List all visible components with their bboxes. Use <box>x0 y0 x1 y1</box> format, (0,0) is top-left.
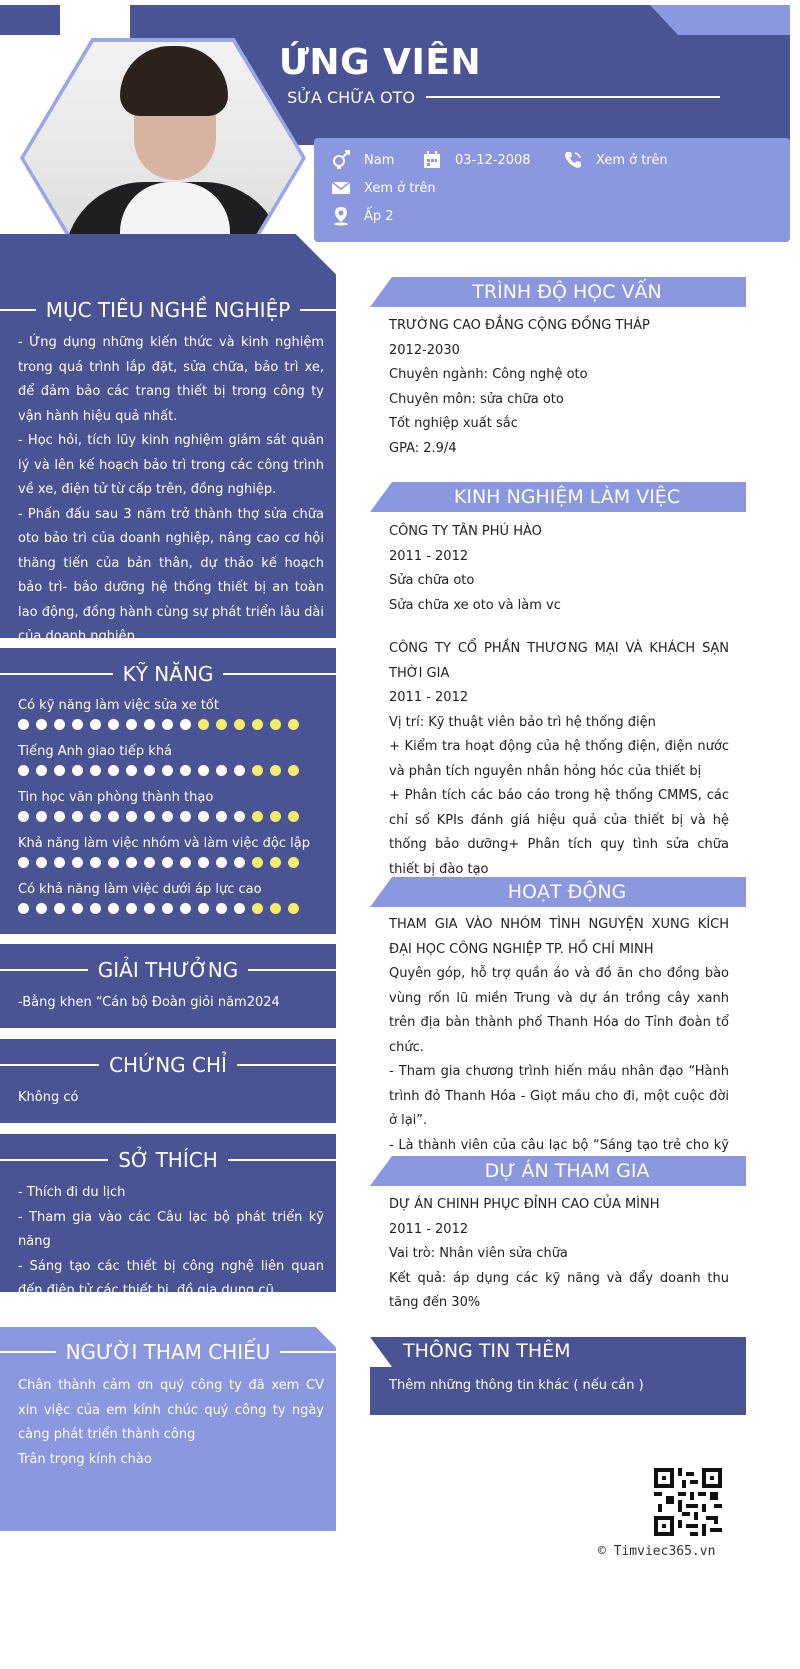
rating-dot-filled <box>18 903 29 914</box>
rating-dot-filled <box>126 765 137 776</box>
rating-dot-filled <box>108 765 119 776</box>
rating-dot-empty <box>270 811 281 822</box>
rating-dot-empty <box>252 903 263 914</box>
rating-dot-filled <box>36 811 47 822</box>
awards-heading: GIẢI THƯỞNG <box>0 956 336 984</box>
rating-dot-filled <box>180 719 191 730</box>
rating-dot-filled <box>90 719 101 730</box>
skill-label: Tiếng Anh giao tiếp khá <box>18 744 173 759</box>
rating-dot-filled <box>108 903 119 914</box>
rating-dot-filled <box>162 857 173 868</box>
rating-dot-filled <box>54 811 65 822</box>
contact-gender <box>330 149 394 171</box>
rating-dot-empty <box>270 765 281 776</box>
rating-dot-filled <box>234 903 245 914</box>
rating-dot-filled <box>234 765 245 776</box>
education-heading: TRÌNH ĐỘ HỌC VẤN <box>370 277 746 307</box>
skill-label: Có kỹ năng làm việc sửa xe tốt <box>18 698 219 713</box>
rating-dot-empty <box>234 719 245 730</box>
skill-rating <box>18 857 299 868</box>
rating-dot-filled <box>180 811 191 822</box>
rating-dot-empty <box>270 857 281 868</box>
rating-dot-empty <box>270 903 281 914</box>
hobbies-text: - Thích đi du lịch - Tham gia vào các Câu lạc bộ phát triển kỹ năng - Sáng tạo các thiết bị công nghệ liên quan đến điện tử các thiết bị, đồ gia dụng cũ <box>18 1185 324 1298</box>
rating-dot-filled <box>144 903 155 914</box>
rating-dot-filled <box>54 765 65 776</box>
rating-dot-filled <box>36 719 47 730</box>
rating-dot-filled <box>72 719 83 730</box>
rating-dot-filled <box>72 857 83 868</box>
candidate-name: ỨNG VIÊN <box>278 42 482 83</box>
rating-dot-filled <box>144 765 155 776</box>
school-name: TRƯỜNG CAO ĐẲNG CỘNG ĐỒNG THÁP <box>389 318 650 333</box>
activity-title: THAM GIA VÀO NHÓM TÌNH NGUYỆN XUNG KÍCH ĐẠI HỌC CÔNG NGHIỆP TP. HỒ CHÍ MINH <box>389 917 729 957</box>
rating-dot-filled <box>126 719 137 730</box>
copyright: © Timviec365.vn <box>598 1544 716 1559</box>
rating-dot-filled <box>54 719 65 730</box>
qr-code-icon <box>654 1468 722 1536</box>
rating-dot-filled <box>162 765 173 776</box>
rating-dot-filled <box>216 811 227 822</box>
contact-birthday <box>421 149 531 171</box>
references-heading: NGƯỜI THAM CHIẾU <box>0 1338 336 1366</box>
skill-rating <box>18 765 299 776</box>
skill-label: Tin học văn phòng thành thạo <box>18 790 214 805</box>
location-pin-icon <box>330 205 352 227</box>
hobbies-heading: SỞ THÍCH <box>0 1146 336 1174</box>
rating-dot-empty <box>252 857 263 868</box>
certificates-heading: CHỨNG CHỈ <box>0 1051 336 1079</box>
rating-dot-filled <box>54 903 65 914</box>
rating-dot-filled <box>180 765 191 776</box>
gender-icon <box>330 149 352 171</box>
experience-heading: KINH NGHIỆM LÀM VIỆC <box>370 482 746 512</box>
objective-heading: MỤC TIÊU NGHỀ NGHIỆP <box>0 296 336 324</box>
rating-dot-filled <box>198 811 209 822</box>
experience-job-2: CÔNG TY CỔ PHẦN THƯƠNG MẠI VÀ KHÁCH SẠN THỜI GIA 2011 - 2012 Vị trí: Kỹ thuật viên bảo trì hệ thống điện + Kiểm tra hoạt động của hệ thống điện, điện nước và phân tích nguyên nhân hỏng hóc của thiết bị + Phân tích các báo cáo trong hệ thống CMMS, các chỉ số KPIs đánh giá hiệu quả của thiết bị và hệ thống bảo dưỡng+ Phân tích quy tình sửa chữa thiết bị đào tạo <box>389 637 729 882</box>
activities-heading: HOẠT ĐỘNG <box>370 877 746 907</box>
gender-value: Nam <box>364 152 395 168</box>
more-info-heading: THÔNG TIN THÊM <box>403 1340 571 1362</box>
rating-dot-filled <box>198 903 209 914</box>
rating-dot-filled <box>162 811 173 822</box>
rating-dot-filled <box>234 857 245 868</box>
phone-icon <box>562 149 584 171</box>
contact-phone <box>562 149 668 171</box>
header-left-accent <box>0 5 60 35</box>
rating-dot-filled <box>90 903 101 914</box>
rating-dot-filled <box>90 811 101 822</box>
rating-dot-empty <box>288 857 299 868</box>
activities-content: THAM GIA VÀO NHÓM TÌNH NGUYỆN XUNG KÍCH ĐẠI HỌC CÔNG NGHIỆP TP. HỒ CHÍ MINH Quyên góp, hỗ trợ quần áo và đồ ăn cho đồng bào vùng rốn lũ miền Trung và dự án trồng cây xanh trên địa bàn thành phố Thanh Hóa do Tỉnh đoàn tổ chức. - Tham gia chương trình hiến máu nhân đạo “Hành trình đỏ Thanh Hóa - Giọt máu cho đi, một cuộc đời ở lại”. - Là thành viên của câu lạc bộ “Sáng tạo trẻ cho kỹ <box>389 913 729 1183</box>
rating-dot-filled <box>216 857 227 868</box>
rating-dot-filled <box>36 765 47 776</box>
references-text: Chân thành cảm ơn quý công ty đã xem CV xin việc của em kính chúc quý công ty ngày càng phát triển thành công Trân trọng kính chào <box>18 1378 324 1467</box>
contact-email <box>330 177 436 199</box>
rating-dot-filled <box>162 903 173 914</box>
rating-dot-empty <box>270 719 281 730</box>
rating-dot-empty <box>288 765 299 776</box>
rating-dot-filled <box>180 857 191 868</box>
rating-dot-filled <box>90 857 101 868</box>
rating-dot-empty <box>252 811 263 822</box>
education-content: TRƯỜNG CAO ĐẲNG CỘNG ĐỒNG THÁP 2012-2030 Chuyên ngành: Công nghệ oto Chuyên môn: sửa chữa oto Tốt nghiệp xuất sắc GPA: 2.9/4 <box>389 314 729 461</box>
rating-dot-filled <box>18 857 29 868</box>
rating-dot-filled <box>216 903 227 914</box>
objective-text: - Ứng dụng những kiến thức và kinh nghiệm trong quá trình lắp đặt, sửa chữa, bảo trì xe, để đảm bảo các trang thiết bị trong công ty vận hành hiệu quả nhất. - Học hỏi, tích lũy kinh nghiệm giám sát quản lý và lên kế hoạch bảo trì trong các công trình về xe, điện tử từ cấp trên, đồng nghiệp. - Phấn đấu sau 3 năm trở thành thợ sửa chữa oto bảo trì của doanh nghiệp, nâng cao cơ hội thăng tiến của bản thân, dự thảo kế hoạch bảo trì- bảo dưỡng hệ thống thiết bị an toàn lao động, đồng hành cùng sự phát triển lâu dài của doanh nghiệp. <box>18 335 324 644</box>
projects-heading: DỰ ÁN THAM GIA <box>370 1156 746 1186</box>
rating-dot-filled <box>126 857 137 868</box>
education-period: 2012-2030 <box>389 342 460 358</box>
skill-rating <box>18 811 299 822</box>
rating-dot-filled <box>216 765 227 776</box>
rating-dot-filled <box>162 719 173 730</box>
rating-dot-filled <box>144 857 155 868</box>
candidate-position: SỬA CHỮA OTO <box>287 88 415 107</box>
rating-dot-filled <box>36 857 47 868</box>
email-value: Xem ở trên <box>364 180 436 196</box>
rating-dot-filled <box>72 903 83 914</box>
more-info-text: Thêm những thông tin khác ( nếu cần ) <box>389 1378 644 1393</box>
rating-dot-filled <box>18 765 29 776</box>
rating-dot-filled <box>126 811 137 822</box>
rating-dot-filled <box>108 811 119 822</box>
rating-dot-filled <box>72 811 83 822</box>
rating-dot-filled <box>90 765 101 776</box>
rating-dot-filled <box>198 765 209 776</box>
rating-dot-filled <box>54 857 65 868</box>
skills-heading: KỸ NĂNG <box>0 660 336 688</box>
birthday-value: 03-12-2008 <box>455 152 531 168</box>
rating-dot-filled <box>36 903 47 914</box>
mail-icon <box>330 177 352 199</box>
projects-content: DỰ ÁN CHINH PHỤC ĐỈNH CAO CỦA MÌNH 2011 - 2012 Vai trò: Nhân viên sửa chữa Kết quả: áp dụng các kỹ năng và đẩy doanh thu tăng đến 30% <box>389 1193 729 1316</box>
awards-text: -Bằng khen “Cán bộ Đoàn giỏi năm2024 <box>18 995 280 1010</box>
contact-address <box>330 205 394 227</box>
rating-dot-filled <box>108 719 119 730</box>
skill-label: Có khả năng làm việc dưới áp lực cao <box>18 882 262 897</box>
rating-dot-empty <box>288 811 299 822</box>
calendar-icon <box>421 149 443 171</box>
certificates-text: Không có <box>18 1090 79 1105</box>
project-name: DỰ ÁN CHINH PHỤC ĐỈNH CAO CỦA MÌNH <box>389 1197 660 1212</box>
rating-dot-empty <box>216 719 227 730</box>
rating-dot-empty <box>198 719 209 730</box>
rating-dot-filled <box>198 857 209 868</box>
rating-dot-filled <box>108 857 119 868</box>
experience-job-1: CÔNG TY TÂN PHÚ HÀO 2011 - 2012 Sửa chữa oto Sửa chữa xe oto và làm vc <box>389 520 729 618</box>
skill-label: Khả năng làm việc nhóm và làm việc độc lập <box>18 836 310 851</box>
skill-rating <box>18 903 299 914</box>
rating-dot-filled <box>234 811 245 822</box>
company-name: CÔNG TY TÂN PHÚ HÀO <box>389 524 542 539</box>
position-divider <box>426 96 720 98</box>
rating-dot-filled <box>126 903 137 914</box>
rating-dot-empty <box>252 719 263 730</box>
skill-rating <box>18 719 299 730</box>
rating-dot-filled <box>18 719 29 730</box>
phone-value: Xem ở trên <box>596 152 668 168</box>
rating-dot-filled <box>180 903 191 914</box>
address-value: Ấp 2 <box>364 208 394 224</box>
rating-dot-filled <box>144 719 155 730</box>
rating-dot-filled <box>72 765 83 776</box>
rating-dot-empty <box>288 903 299 914</box>
rating-dot-empty <box>288 719 299 730</box>
rating-dot-filled <box>18 811 29 822</box>
rating-dot-filled <box>144 811 155 822</box>
company-name: CÔNG TY CỔ PHẦN THƯƠNG MẠI VÀ KHÁCH SẠN THỜI GIA <box>389 641 729 681</box>
rating-dot-empty <box>252 765 263 776</box>
